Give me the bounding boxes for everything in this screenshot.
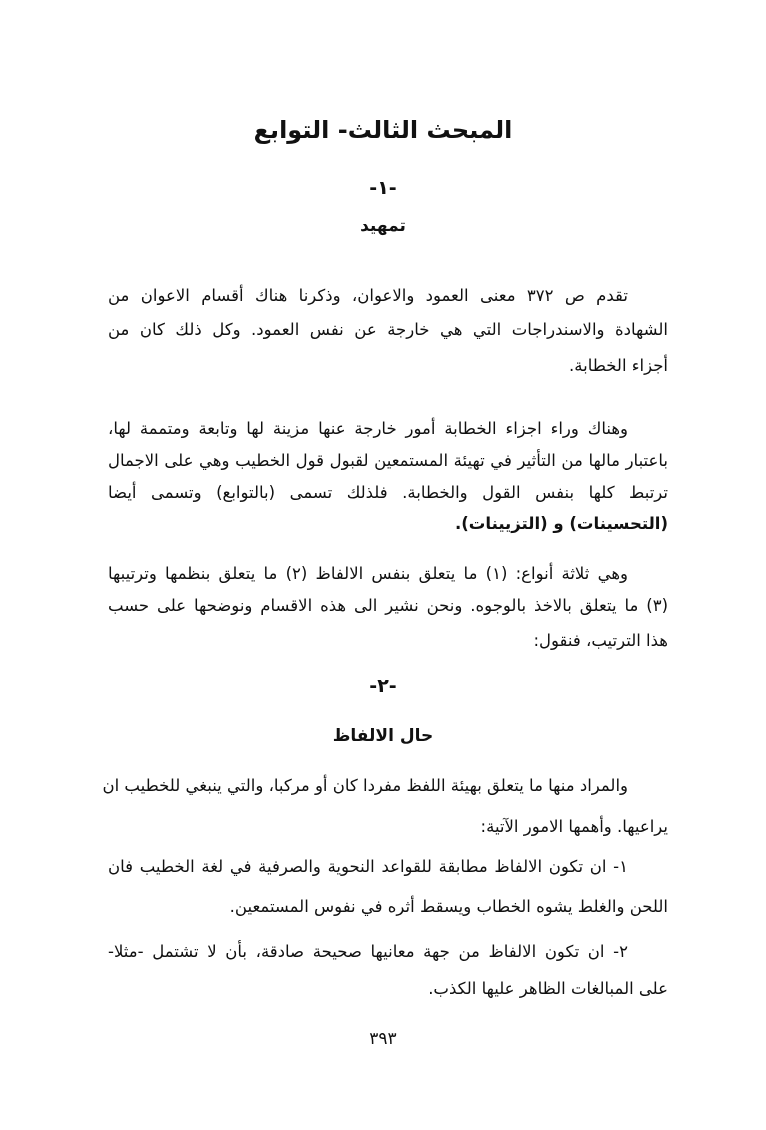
text-line: (التحسينات) و (التزيينات). xyxy=(455,514,668,533)
text-line: أجزاء الخطابة. xyxy=(569,356,668,375)
section-heading: تمهيد xyxy=(360,216,406,236)
text-line: يراعيها. وأهمها الامور الآتية: xyxy=(480,817,668,836)
text-line: ترتبط كلها بنفس القول والخطابة. فلذلك تسمى (بالتوابع) وتسمى أيضا xyxy=(108,483,668,502)
text-line: هذا الترتيب، فنقول: xyxy=(533,631,668,650)
text-line: وهناك وراء اجزاء الخطابة أمور خارجة عنها مزينة لها وتابعة ومتممة لها، xyxy=(108,419,628,438)
text-line: والمراد منها ما يتعلق بهيئة اللفظ مفردا كان أو مركبا، والتي ينبغي للخطيب ان xyxy=(102,776,628,795)
text-line: ١- ان تكون الالفاظ مطابقة للقواعد النحوية والصرفية في لغة الخطيب فان xyxy=(108,857,628,876)
text-line: ٢- ان تكون الالفاظ من جهة معانيها صحيحة صادقة، بأن لا تشتمل -مثلا- xyxy=(108,942,628,961)
text-line: على المبالغات الظاهر عليها الكذب. xyxy=(428,979,668,998)
text-line: وهي ثلاثة أنواع: (١) ما يتعلق بنفس الالفاظ (٢) ما يتعلق بنظمها وترتيبها xyxy=(108,564,628,583)
chapter-title: المبحث الثالث- التوابع xyxy=(253,116,513,144)
section-heading: حال الالفاظ xyxy=(332,726,434,746)
text-line: الشهادة والاسندراجات التي هي خارجة عن نفس العمود. وكل ذلك كان من xyxy=(108,320,668,339)
section-number: -٢- xyxy=(369,675,397,697)
text-line: تقدم ص ٣٧٢ معنى العمود والاعوان، وذكرنا هناك أقسام الاعوان من xyxy=(108,286,628,305)
page-number: ٣٩٣ xyxy=(369,1029,397,1049)
text-line: باعتبار مالها من التأثير في تهيئة المستمعين لقبول قول الخطيب وهي على الاجمال xyxy=(108,451,668,470)
section-number: -١- xyxy=(369,177,397,199)
text-line: (٣) ما يتعلق بالاخذ بالوجوه. ونحن نشير الى هذه الاقسام ونوضحها على حسب xyxy=(108,596,668,615)
text-line: اللحن والغلط يشوه الخطاب ويسقط أثره في نفوس المستمعين. xyxy=(229,897,668,916)
